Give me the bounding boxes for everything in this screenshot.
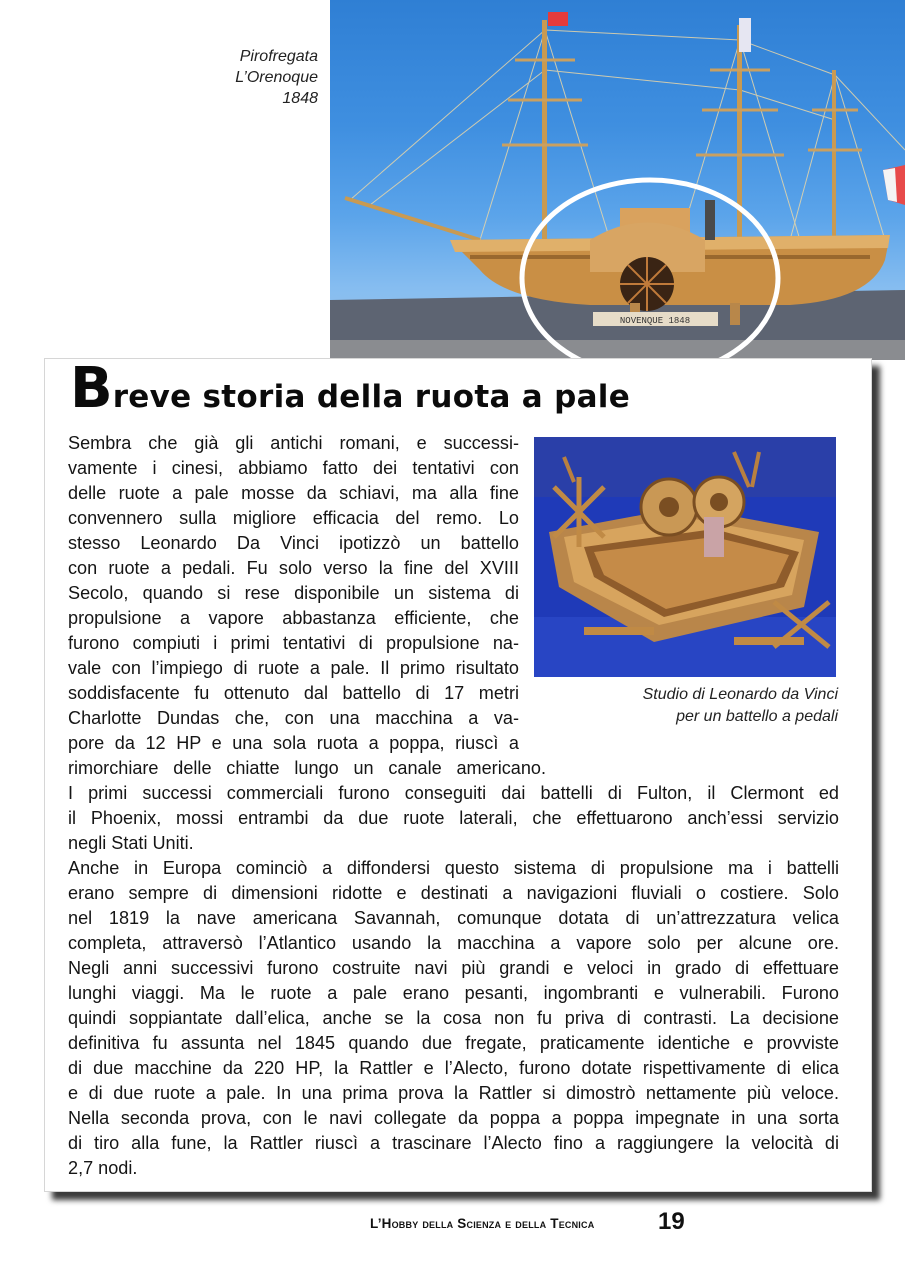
body-line: I primi successi commerciali furono conseguiti dai battelli di Fulton, il Clermont ed [68,783,839,803]
body-line: vale con l’impiego di ruote a pale. Il primo risultato [68,658,519,678]
body-line: soddisfacente fu ottenuto dal battello di 17 metri [68,683,519,703]
body-line: vamente i cinesi, abbiamo fatto dei tentativi con [68,458,519,478]
article-title [70,356,630,430]
body-line: quindi soppiantate dall’elica, anche se la cosa non fu priva di contrasti. La decisione [68,1008,839,1028]
body-line: Nella seconda prova, con le navi collegate da poppa a poppa impegnate in una sorta [68,1108,839,1128]
ship-caption-line-2: L’Orenoque [235,69,318,86]
body-line: pore da 12 HP e una sola ruota a poppa, riuscì a [68,733,519,753]
body-line: convennero sulla migliore efficacia del remo. Lo [68,508,519,528]
page-number: 19 [658,1208,685,1235]
body-line: 2,7 nodi. [68,1158,138,1178]
leonardo-boat-photo [534,437,836,677]
leonardo-caption-line-1: Studio di Leonardo da Vinci [642,686,838,703]
body-line: erano sempre di dimensioni ridotte e destinati a navigazioni fluviali o costiere. Solo [68,883,839,903]
body-line: completa, attraversò l’Atlantico usando la macchina a vapore solo per alcune ore. [68,933,839,953]
body-line: rimorchiare delle chiatte lungo un canale americano. [68,758,546,778]
leonardo-caption-line-2: per un battello a pedali [676,708,838,725]
body-line: negli Stati Uniti. [68,833,194,853]
body-line: stesso Leonardo Da Vinci ipotizzò un battello [68,533,519,553]
body-line: il Phoenix, mossi entrambi da due ruote laterali, che effettuarono anch’essi servizio [68,808,839,828]
title-initial: B [70,356,113,421]
body-line: nel 1819 la nave americana Savannah, comunque dotata di un’attrezzatura velica [68,908,839,928]
body-line: con ruote a pedali. Fu solo verso la fine del XVIII [68,558,519,578]
body-line: Charlotte Dundas che, con una macchina a va- [68,708,519,728]
leonardo-photo-caption [560,684,838,728]
title-text: reve storia della ruota a pale [112,379,631,415]
body-line: Secolo, quando si rese disponibile un sistema di [68,583,519,603]
body-line: propulsione a vapore abbastanza efficiente, che [68,608,519,628]
ship-caption-line-3: 1848 [282,90,318,107]
page-footer [370,1208,685,1240]
body-line: di due macchine da 220 HP, la Rattler e l’Alecto, furono dotate rispettivamente di elica [68,1058,839,1078]
body-line: delle ruote a pale mosse da schiavi, ma alla fine [68,483,519,503]
body-line: Anche in Europa cominciò a diffondersi questo sistema di propulsione ma i battelli [68,858,839,878]
ship-plaque-text: NOVENQUE 1848 [619,316,691,326]
ship-model-illustration [330,0,905,360]
body-line: Negli anni successivi furono costruite navi più grandi e veloci in grado di effettuare [68,958,839,978]
body-line: furono compiuti i primi tentativi di propulsione na- [68,633,519,653]
body-line: Sembra che già gli antichi romani, e successi- [68,433,519,453]
magazine-name: L’Hobby della Scienza e della Tecnica [370,1216,595,1231]
body-line: lunghi viaggi. Ma le ruote a pale erano pesanti, ingombranti e vulnerabili. Furono [68,983,839,1003]
ship-photo-caption [190,46,318,109]
body-line: definitiva fu assunta nel 1845 quando due fregate, praticamente identiche e provviste [68,1033,839,1053]
ship-model-photo [330,0,905,360]
body-line: e di due ruote a pale. In una prima prova la Rattler si dimostrò nettamente più veloce. [68,1083,839,1103]
leonardo-boat-illustration [534,437,836,677]
body-line: di tiro alla fune, la Rattler riuscì a trascinare l’Alecto fino a raggiungere la velocità di [68,1133,839,1153]
ship-caption-line-1: Pirofregata [239,48,318,65]
